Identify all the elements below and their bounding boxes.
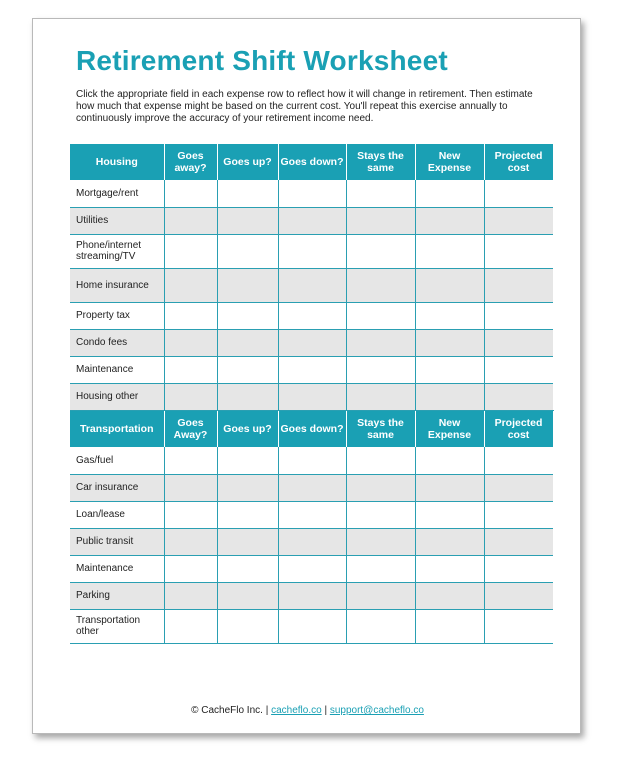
goes-away-field[interactable] (164, 582, 217, 609)
worksheet-table (70, 144, 554, 644)
goes-up-field[interactable] (217, 501, 278, 528)
goes-up-field[interactable] (217, 234, 278, 268)
stays-same-field[interactable] (346, 234, 415, 268)
stays-same-field[interactable] (346, 609, 415, 643)
row-label-maintenance: Maintenance (70, 356, 164, 383)
projected-cost-field[interactable] (484, 555, 553, 582)
row-label-phone-internet: Phone/internet streaming/TV (70, 234, 164, 268)
header-new-expense: New Expense (415, 144, 484, 180)
stays-same-field[interactable] (346, 447, 415, 474)
new-expense-field[interactable] (415, 501, 484, 528)
new-expense-field[interactable] (415, 234, 484, 268)
goes-down-field[interactable] (278, 582, 346, 609)
header-goes-up: Goes up? (217, 144, 278, 180)
header-projected-cost: Projected cost (484, 144, 553, 180)
stays-same-field[interactable] (346, 555, 415, 582)
goes-down-field[interactable] (278, 207, 346, 234)
stays-same-field[interactable] (346, 582, 415, 609)
footer (33, 705, 582, 716)
table-row (70, 447, 553, 474)
support-email-link[interactable]: support@cacheflo.co (329, 705, 424, 716)
projected-cost-field[interactable] (484, 474, 553, 501)
new-expense-field[interactable] (415, 609, 484, 643)
goes-up-field[interactable] (217, 180, 278, 207)
projected-cost-field[interactable] (484, 582, 553, 609)
row-label-condo-fees: Condo fees (70, 329, 164, 356)
header-goes-up: Goes up? (217, 410, 278, 447)
goes-up-field[interactable] (217, 528, 278, 555)
header-new-expense: New Expense (415, 410, 484, 447)
new-expense-field[interactable] (415, 356, 484, 383)
worksheet-page (32, 18, 581, 734)
goes-up-field[interactable] (217, 582, 278, 609)
row-label-loan-lease: Loan/lease (70, 501, 164, 528)
goes-away-field[interactable] (164, 268, 217, 302)
header-goes-away: Goes Away? (164, 410, 217, 447)
footer-separator: | (321, 705, 330, 716)
goes-away-field[interactable] (164, 302, 217, 329)
goes-away-field[interactable] (164, 329, 217, 356)
header-housing: Housing (70, 144, 164, 180)
goes-up-field[interactable] (217, 383, 278, 410)
goes-away-field[interactable] (164, 447, 217, 474)
row-label-property-tax: Property tax (70, 302, 164, 329)
page-title: Retirement Shift Worksheet (76, 45, 448, 76)
projected-cost-field[interactable] (484, 501, 553, 528)
projected-cost-field[interactable] (484, 329, 553, 356)
goes-away-field[interactable] (164, 207, 217, 234)
table-row (70, 302, 553, 329)
header-goes-down: Goes down? (278, 144, 346, 180)
stays-same-field[interactable] (346, 501, 415, 528)
header-transportation: Transportation (70, 410, 164, 447)
row-label-car-insurance: Car insurance (70, 474, 164, 501)
stays-same-field[interactable] (346, 302, 415, 329)
row-label-home-insurance: Home insurance (70, 268, 164, 302)
row-label-gas-fuel: Gas/fuel (70, 447, 164, 474)
table-row (70, 268, 553, 302)
goes-down-field[interactable] (278, 447, 346, 474)
goes-down-field[interactable] (278, 501, 346, 528)
stays-same-field[interactable] (346, 180, 415, 207)
projected-cost-field[interactable] (484, 234, 553, 268)
goes-down-field[interactable] (278, 234, 346, 268)
goes-away-field[interactable] (164, 383, 217, 410)
goes-down-field[interactable] (278, 268, 346, 302)
transportation-header-row (70, 410, 553, 447)
row-label-housing-other: Housing other (70, 383, 164, 410)
stays-same-field[interactable] (346, 356, 415, 383)
row-label-mortgage-rent: Mortgage/rent (70, 180, 164, 207)
table-row (70, 582, 553, 609)
intro-text: Click the appropriate field in each expense row to reflect how it will change in retirement. Then estimate how much that expense might be based on the current cost. You'll repeat this exercise annually to continuously improve the accuracy of your retirement income need. (76, 89, 533, 124)
new-expense-field[interactable] (415, 207, 484, 234)
goes-away-field[interactable] (164, 609, 217, 643)
new-expense-field[interactable] (415, 180, 484, 207)
goes-down-field[interactable] (278, 383, 346, 410)
goes-up-field[interactable] (217, 302, 278, 329)
projected-cost-field[interactable] (484, 268, 553, 302)
new-expense-field[interactable] (415, 555, 484, 582)
table-row (70, 609, 553, 643)
projected-cost-field[interactable] (484, 302, 553, 329)
projected-cost-field[interactable] (484, 447, 553, 474)
goes-up-field[interactable] (217, 356, 278, 383)
projected-cost-field[interactable] (484, 609, 553, 643)
stays-same-field[interactable] (346, 207, 415, 234)
copyright-text: © CacheFlo Inc. | (191, 705, 272, 716)
row-label-parking: Parking (70, 582, 164, 609)
table-row (70, 234, 553, 268)
table-row (70, 474, 553, 501)
goes-away-field[interactable] (164, 555, 217, 582)
stays-same-field[interactable] (346, 383, 415, 410)
goes-down-field[interactable] (278, 180, 346, 207)
table-row (70, 329, 553, 356)
new-expense-field[interactable] (415, 302, 484, 329)
goes-away-field[interactable] (164, 474, 217, 501)
goes-down-field[interactable] (278, 329, 346, 356)
goes-up-field[interactable] (217, 268, 278, 302)
header-stays-the-same: Stays the same (346, 144, 415, 180)
table-row (70, 180, 553, 207)
housing-header-row (70, 144, 553, 180)
header-goes-away: Goes away? (164, 144, 217, 180)
goes-up-field[interactable] (217, 474, 278, 501)
goes-down-field[interactable] (278, 528, 346, 555)
goes-away-field[interactable] (164, 180, 217, 207)
new-expense-field[interactable] (415, 447, 484, 474)
stays-same-field[interactable] (346, 528, 415, 555)
goes-away-field[interactable] (164, 501, 217, 528)
row-label-maintenance: Maintenance (70, 555, 164, 582)
projected-cost-field[interactable] (484, 528, 553, 555)
table-row (70, 555, 553, 582)
row-label-transportation-other: Transportation other (70, 609, 164, 643)
new-expense-field[interactable] (415, 329, 484, 356)
goes-down-field[interactable] (278, 356, 346, 383)
goes-down-field[interactable] (278, 302, 346, 329)
goes-up-field[interactable] (217, 447, 278, 474)
projected-cost-field[interactable] (484, 356, 553, 383)
goes-down-field[interactable] (278, 555, 346, 582)
header-projected-cost: Projected cost (484, 410, 553, 447)
goes-down-field[interactable] (278, 609, 346, 643)
goes-up-field[interactable] (217, 609, 278, 643)
stays-same-field[interactable] (346, 329, 415, 356)
row-label-public-transit: Public transit (70, 528, 164, 555)
table-row (70, 501, 553, 528)
header-stays-the-same: Stays the same (346, 410, 415, 447)
projected-cost-field[interactable] (484, 207, 553, 234)
table-row (70, 356, 553, 383)
projected-cost-field[interactable] (484, 383, 553, 410)
goes-away-field[interactable] (164, 528, 217, 555)
goes-away-field[interactable] (164, 356, 217, 383)
goes-away-field[interactable] (164, 234, 217, 268)
site-link[interactable]: cacheflo.co (271, 705, 322, 716)
new-expense-field[interactable] (415, 268, 484, 302)
new-expense-field[interactable] (415, 528, 484, 555)
new-expense-field[interactable] (415, 582, 484, 609)
table-row (70, 207, 553, 234)
header-goes-down: Goes down? (278, 410, 346, 447)
goes-up-field[interactable] (217, 329, 278, 356)
stays-same-field[interactable] (346, 474, 415, 501)
stays-same-field[interactable] (346, 268, 415, 302)
goes-down-field[interactable] (278, 474, 346, 501)
projected-cost-field[interactable] (484, 180, 553, 207)
new-expense-field[interactable] (415, 383, 484, 410)
goes-up-field[interactable] (217, 207, 278, 234)
table-row (70, 528, 553, 555)
new-expense-field[interactable] (415, 474, 484, 501)
row-label-utilities: Utilities (70, 207, 164, 234)
table-row (70, 383, 553, 410)
goes-up-field[interactable] (217, 555, 278, 582)
